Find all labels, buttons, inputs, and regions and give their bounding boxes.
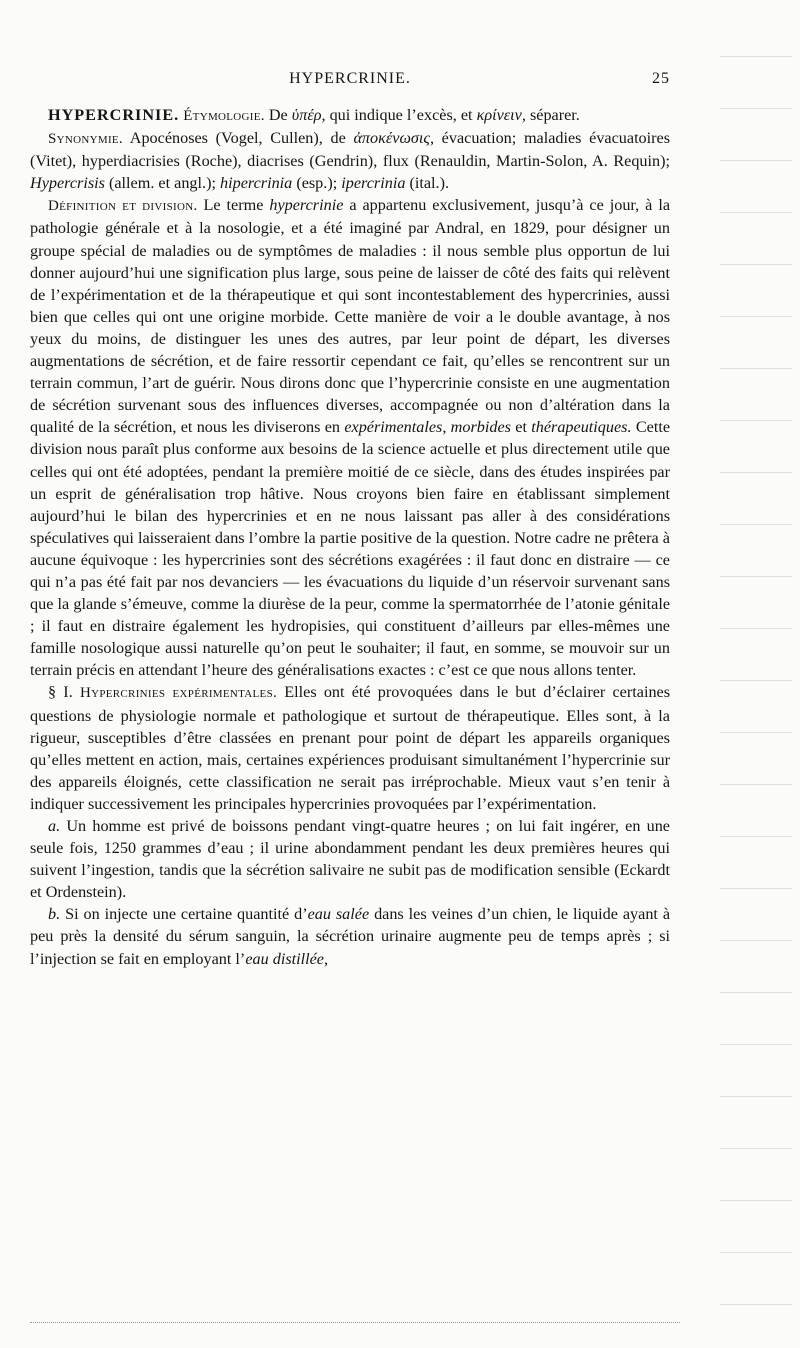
text-fragment: et <box>515 418 527 437</box>
text-fragment: (esp.); <box>296 174 338 193</box>
text-fragment: (allem. et angl.); <box>108 174 216 193</box>
body-text <box>30 104 670 970</box>
label-synonymie: Synonymie. <box>48 131 123 148</box>
greek-word: κρίνειν, <box>476 106 526 124</box>
text-fragment: Cette division nous paraît plus conforme aux besoins de la science actuelle et plus directement utile que celles qui ont été adoptées, pendant la première moitié de ce siècle, dans des études inspirées par un esprit de généralisation trop hâtive. Nous croyons bien faire en établissant simplement aujourd’hui le bilan des hypercrinies et en ne nous laissant pas aller à des considérations spéculatives qui laisseraient dans l’ombre la partie positive de la question. Notre cadre ne prêtera à aucune équivoque : les hypercrinies sont des sécrétions exagérées : il faut donc en distraire — ce qui n’a pas été fait par nos devanciers — les évacuations du liquide d’un réservoir survenant sans que la glande s’émeuve, comme la diurèse de la peur, comme la spermatorrhée de l’atonie génitale ; il faut en distraire également les hydropisies, qui constituent d’ailleurs par elles-mêmes une famille nosologique aussi naturelle qu’on peut le souhaiter; il faut, en somme, se mouvoir sur un terrain précis en attendant l’heure des généralisations exactes : c’est ce que nous allons tenter. <box>30 418 671 680</box>
paragraph-synonymie <box>30 127 670 194</box>
label-definition: Définition et division. <box>48 198 198 215</box>
text-fragment: , <box>324 949 329 968</box>
text-fragment: (ital.). <box>409 174 450 193</box>
margin-scan-noise <box>720 20 792 1320</box>
list-letter: b. <box>48 905 61 924</box>
italic-term: thérapeutiques. <box>531 418 632 437</box>
text-fragment: qui indique l’excès, et <box>329 106 473 124</box>
label-etymologie: Étymologie. <box>183 108 265 124</box>
italic-term: expérimentales, morbides <box>344 418 511 437</box>
italic-term: eau distillée <box>245 949 324 968</box>
italic-term: hypercrinie <box>269 196 344 215</box>
text-fragment: De <box>268 106 288 124</box>
section-mark: § I. <box>48 683 73 702</box>
text-fragment: séparer. <box>529 106 580 124</box>
italic-term: ipercrinia <box>341 174 406 193</box>
text-fragment: évacuation; maladies évacuatoires (Vitet), hyperdiacrisies (Roche), diacrises (Gendrin), flux (Renauldin, Martin-Solon, A. Requin); <box>30 129 671 171</box>
paragraph-etymologie <box>30 104 670 127</box>
paragraph-section-1 <box>30 681 670 815</box>
italic-term: eau salée <box>307 905 370 924</box>
text-fragment: Apocénoses (Vogel, Cullen), de <box>129 129 346 148</box>
paragraph-definition <box>30 194 670 681</box>
section-heading: Hypercrinies expérimentales. <box>79 685 278 702</box>
header-title: HYPERCRINIE. <box>289 70 411 87</box>
greek-word: ὑπέρ, <box>291 106 326 124</box>
list-letter: a. <box>48 817 61 835</box>
text-fragment: Le terme <box>203 196 264 215</box>
paragraph-a <box>30 815 670 903</box>
page <box>30 70 670 970</box>
paragraph-b <box>30 903 670 969</box>
text-fragment: Elles ont été provoquées dans le but d’éclairer certaines questions de physiologie normale et pathologique et surtout de thérapeutique. Elles sont, à la rigueur, susceptibles d’être classées en prenant pour point de départ les appareils organiques qu’elles mettent en action, mais, certaines expériences produisant simultanément l’hypercrinie sur des appareils éloignés, cette classification ne serait pas irréprochable. Mieux vaut s’en tenir à indiquer successivement les principales hypercrinies provoquées par l’expérimentation. <box>30 683 671 813</box>
footer-dotted-rule <box>30 1322 680 1323</box>
italic-term: Hypercrisis <box>30 174 105 193</box>
text-fragment: dans les veines d’un chien, le liquide ayant à peu près la densité du sérum sanguin, la sécrétion urinaire augmente peu de temps après ; si l’injection se fait en employant l’ <box>30 905 671 968</box>
italic-term: hipercrinia <box>220 174 293 193</box>
running-header <box>30 70 670 100</box>
text-fragment: Un homme est privé de boissons pendant vingt-quatre heures ; on lui fait ingérer, en une seule fois, 1250 grammes d’eau ; il urine abondamment pendant les deux premières heures qui suivent l’ingestion, tandis que la sécrétion salivaire ne subit pas de modification sensible (Eckardt et Ordenstein). <box>30 817 670 902</box>
greek-word: ἀποκένωσις, <box>353 129 434 148</box>
text-fragment: Si on injecte une certaine quantité d’ <box>65 905 308 924</box>
page-number: 25 <box>652 70 670 87</box>
entry-term: HYPERCRINIE. <box>48 106 180 124</box>
text-fragment: a appartenu exclusivement, jusqu’à ce jour, à la pathologie générale et à la nosologie, et a été imaginé par Andral, en 1829, pour désigner un groupe spécial de maladies ou de symptômes de maladies : il nous semble plus opportun de lui donner aujourd’hui une signification plus large, sous peine de laisser de côté des faits qui relèvent de l’expérimentation et de la thérapeutique et qui sont incontestablement des hypercrinies, aussi bien que celles qui ont une origine morbide. Cette manière de voir a le double avantage, à nos yeux du moins, de distinguer les unes des autres, par leur point de départ, les diverses augmentations de sécrétion, et de faire ressortir cependant ce fait, qu’elles se rencontrent sur un terrain commun, l’art de guérir. Nous dirons donc que l’hypercrinie consiste en une augmentation de sécrétion survenant sous des influences diverses, accompagnée ou non d’altération dans la qualité de la sécrétion, et nous les diviserons en <box>30 196 671 437</box>
